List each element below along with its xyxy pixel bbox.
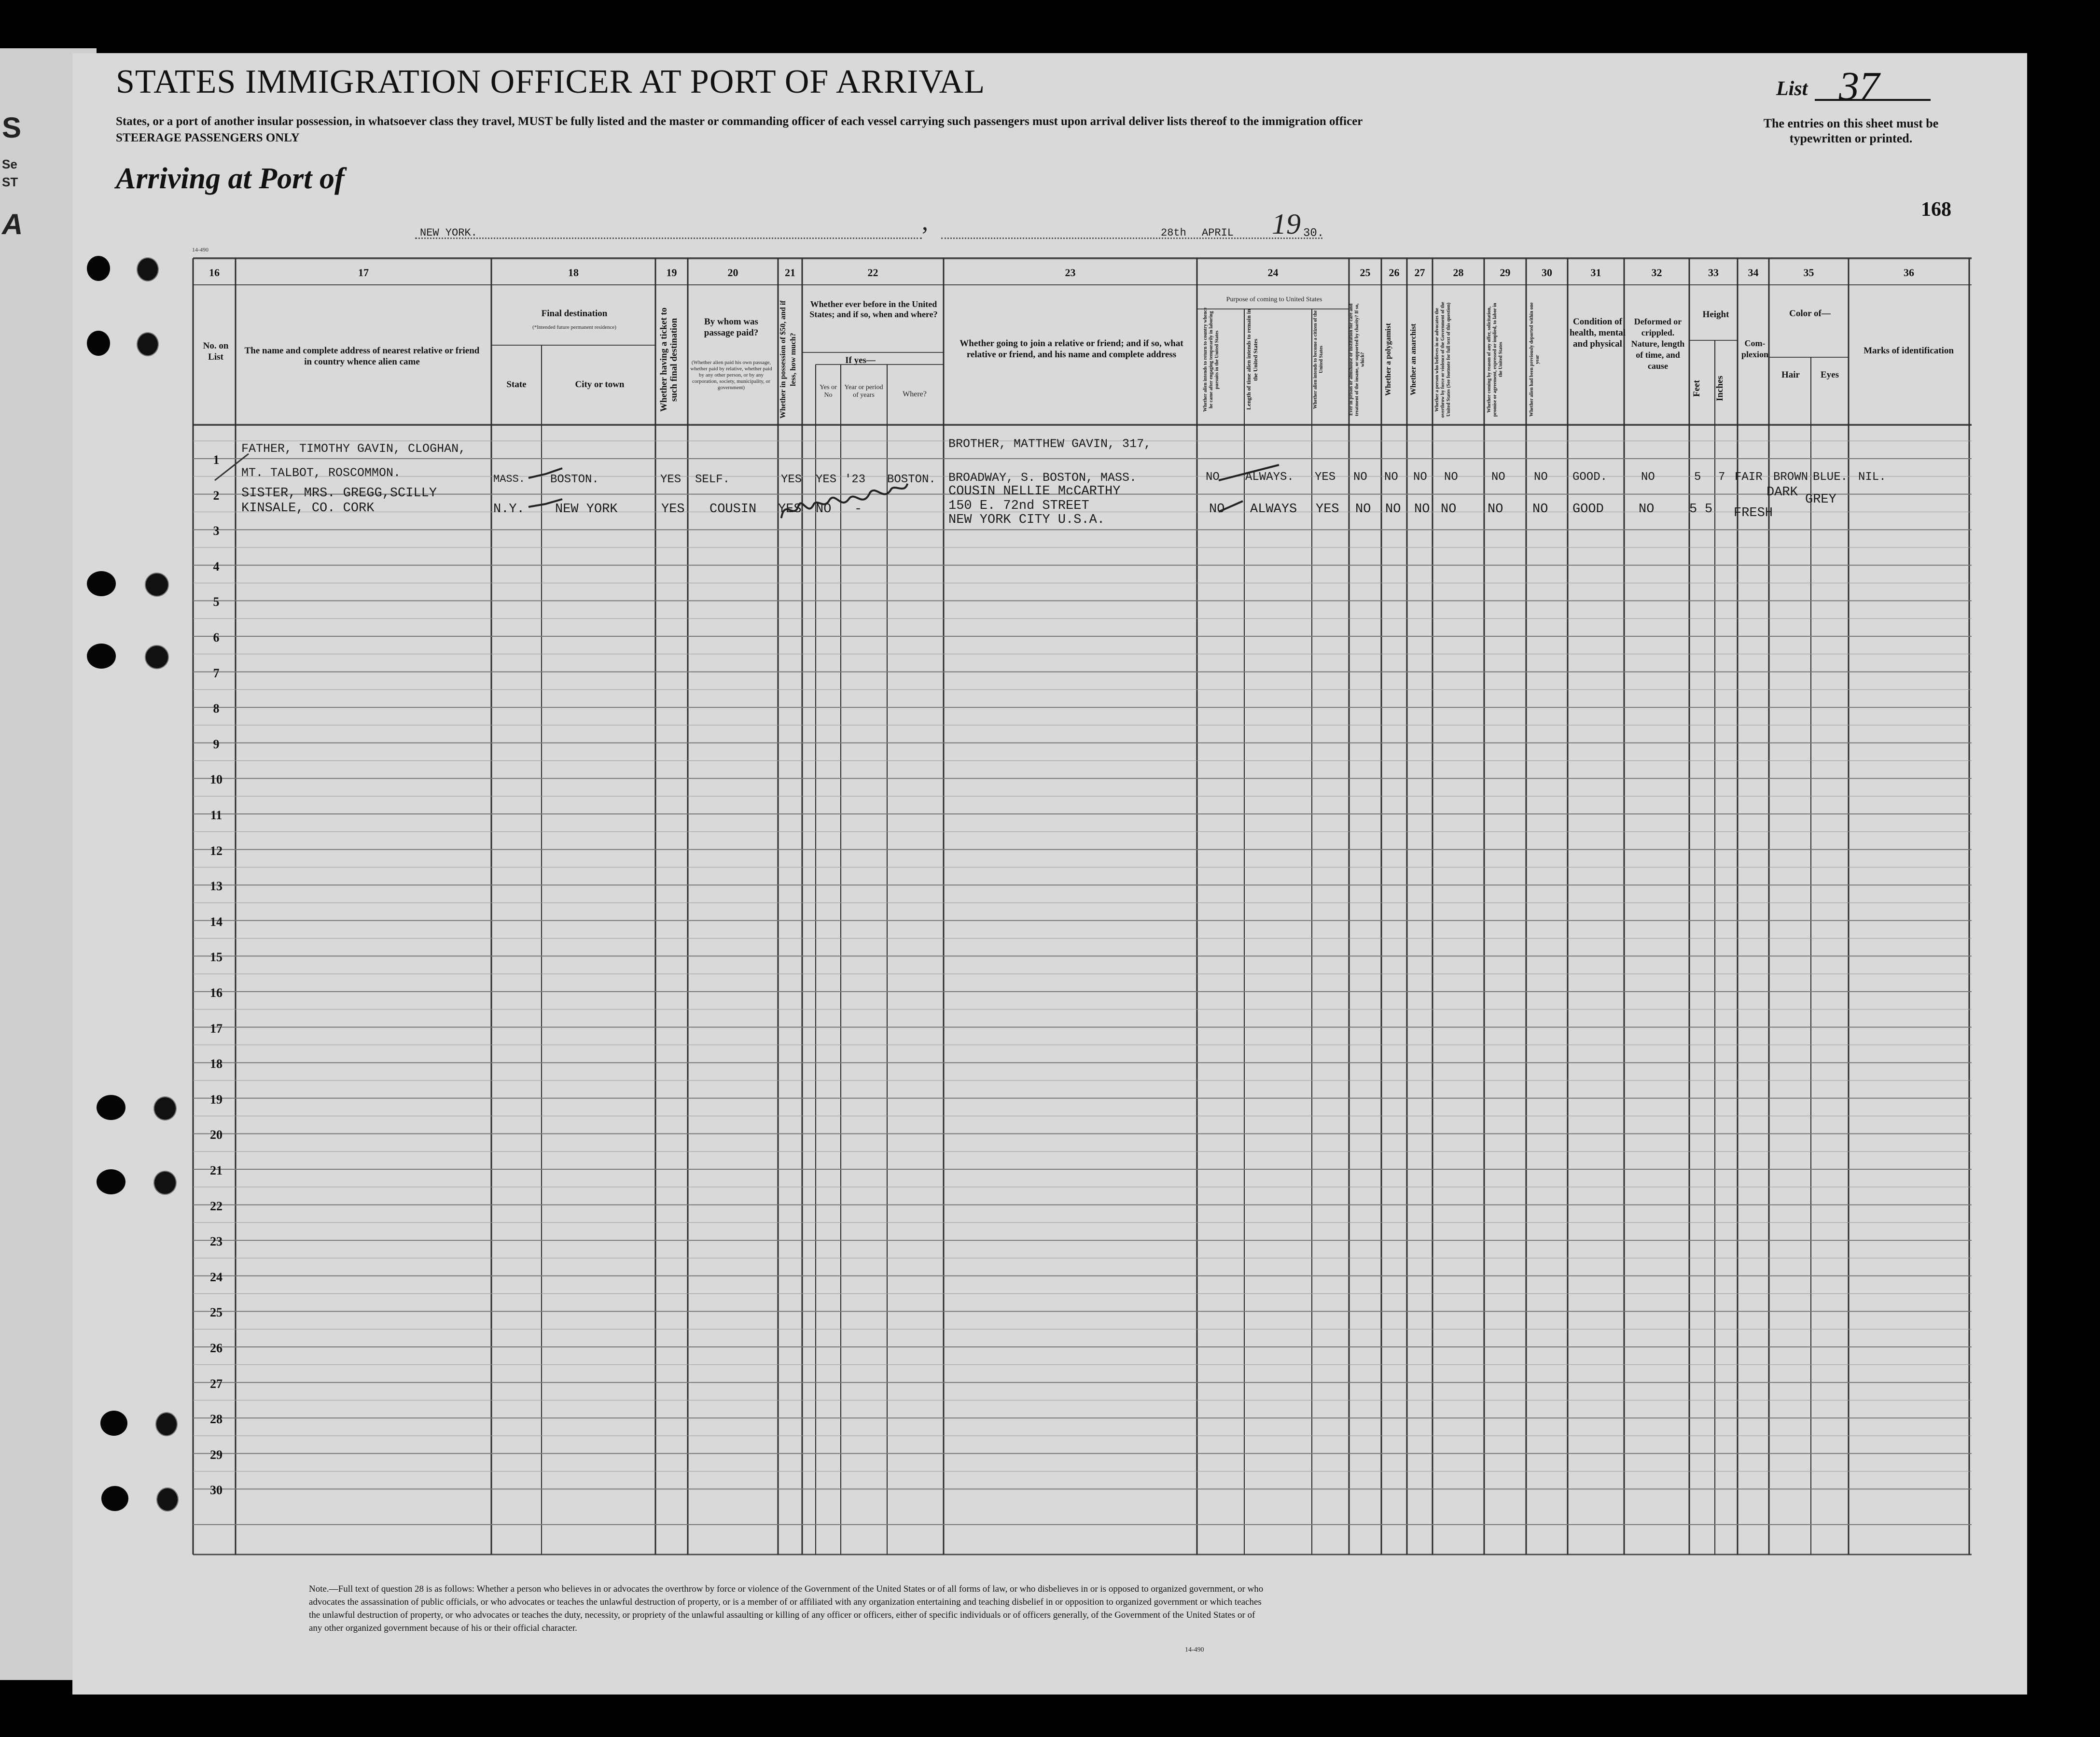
row-number: 2: [213, 488, 220, 503]
header-year: Year or period of years: [844, 384, 883, 399]
relative-address-line: KINSALE, CO. CORK: [241, 501, 375, 516]
form-title: STATES IMMIGRATION OFFICER AT PORT OF ARRIVAL: [116, 63, 986, 100]
column-number: 23: [1065, 266, 1076, 279]
column-number: 35: [1803, 266, 1814, 279]
header-city-or-town: City or town: [575, 379, 625, 390]
column-number: 32: [1651, 266, 1662, 279]
header-length-of-stay: Length of time alien intends to remain in the United States: [1245, 309, 1259, 410]
row-number: 10: [210, 772, 223, 787]
destination-state: N.Y.: [493, 502, 525, 517]
header-final-destination: Final destination: [541, 308, 608, 319]
header-state: State: [506, 379, 527, 390]
row-number: 5: [213, 595, 220, 609]
header-where: Where?: [903, 390, 927, 398]
date-year-suffix: 30.: [1303, 227, 1324, 240]
header-hair: Hair: [1781, 370, 1800, 380]
column-number: 28: [1453, 266, 1464, 279]
health-value: GOOD.: [1572, 471, 1608, 484]
row-number: 3: [213, 524, 220, 538]
joining-relative-line: BROADWAY, S. BOSTON, MASS.: [948, 471, 1137, 485]
column-number: 20: [727, 266, 738, 279]
height-feet: 5: [1694, 471, 1701, 484]
row-number: 20: [210, 1128, 223, 1142]
header-intends-return: Whether alien intends to return to country whence he came after engaging temporarily in laboring pursuits in the United States: [1203, 308, 1220, 412]
check-mark: [526, 463, 565, 492]
column-number: 16: [209, 266, 220, 279]
row-number: 16: [210, 986, 223, 1000]
height-feet: 5: [1689, 502, 1697, 517]
passage-paid-by: COUSIN: [709, 502, 757, 517]
row-number: 19: [210, 1092, 223, 1107]
header-ticket: Whether having a ticket to such final destination: [659, 307, 679, 412]
row-number: 14: [210, 914, 223, 929]
check-mark: [1216, 461, 1284, 485]
destination-city: BOSTON.: [550, 473, 599, 486]
polygamist-value: NO: [1384, 471, 1398, 484]
row-number: 18: [210, 1057, 223, 1071]
row-number: 13: [210, 879, 223, 894]
column-number: 24: [1267, 266, 1279, 279]
adjacent-page-letter: S: [2, 112, 22, 144]
eye-color: GREY: [1805, 492, 1836, 507]
anarchist-value: NO: [1413, 471, 1427, 484]
column-number: 27: [1414, 266, 1425, 279]
header-complexion: Com-plexion: [1741, 338, 1768, 359]
row-number: 22: [210, 1199, 223, 1213]
citizen-value: YES: [1315, 471, 1336, 484]
intends-return-value: NO: [1206, 471, 1220, 484]
header-health: Condition of health, mental and physical: [1569, 317, 1626, 349]
column-number: 36: [1904, 266, 1914, 279]
row-number: 21: [210, 1163, 223, 1177]
year-value: '23: [845, 473, 866, 486]
height-inches: 7: [1718, 471, 1725, 484]
header-marks: Marks of identification: [1864, 346, 1954, 356]
question-28-value: NO: [1441, 502, 1457, 517]
column-number: 30: [1542, 266, 1552, 279]
row-number: 1: [213, 453, 220, 467]
header-color-of: Color of—: [1789, 308, 1831, 319]
date-year-prefix: 19: [1272, 208, 1301, 240]
header-become-citizen: Whether alien intends to become a citizen of the United States: [1313, 310, 1324, 409]
row-number: 11: [210, 808, 223, 822]
page-number: 168: [1921, 198, 1951, 221]
relative-address-line: FATHER, TIMOTHY GAVIN, CLOGHAN,: [241, 442, 466, 456]
height-inches: 5: [1705, 502, 1713, 517]
question-28-footnote: Note.—Full text of question 28 is as follows: Whether a person who believes in or advocates the overthrow by force or violence of the Government of the United States or of all forms of law, or who disbelieves in or is opposed to organized government, or who advocates the assassination of public officials, or who advocates or teaches the unlawful destruction of property, or is a member of or affiliated with any organization entertaining and teaching disbelief in or opposition to organized government or which teaches the unlawful destruction of property, or who advocates or teaches the duty, necessity, or propriety of the unlawful assaulting or killing of any officer or officers, either of specific individuals or of officers generally, of the Government of the United States or of any other organized government because of his or their official character.: [309, 1584, 1264, 1633]
hair-color: DARK: [1766, 485, 1798, 500]
adjacent-page-letter: Se: [2, 157, 17, 171]
joining-relative-line: COUSIN NELLIE McCARTHY: [948, 484, 1121, 499]
check-mark: [212, 451, 251, 485]
ticket-value: YES: [660, 473, 681, 486]
header-fifty-dollars: Whether in possession of $50, and if less, how much?: [779, 300, 797, 419]
date-month: APRIL: [1202, 227, 1234, 239]
question-28-value: NO: [1444, 471, 1458, 484]
column-number: 29: [1500, 266, 1511, 279]
joining-relative-line: BROTHER, MATTHEW GAVIN, 317,: [948, 437, 1152, 451]
row-number: 24: [210, 1270, 223, 1284]
comma: ,: [922, 208, 928, 236]
labor-offer-value: NO: [1491, 471, 1505, 484]
header-height: Height: [1702, 309, 1729, 320]
form-code: 14-490: [192, 246, 209, 253]
column-number: 21: [785, 266, 795, 279]
row-number: 17: [210, 1021, 223, 1036]
list-number: 37: [1839, 64, 1879, 109]
column-number: 25: [1360, 266, 1371, 279]
row-number: 9: [213, 737, 220, 751]
header-relative-address: The name and complete address of nearest relative or friend in country whence alien came: [244, 346, 480, 367]
arriving-label: Arriving at Port of: [116, 162, 345, 195]
header-prison: Ever in prison or almshouse or institution for care and treatment of the insane, or supported by charity? If so, which?: [1349, 303, 1365, 416]
form-intro: States, or a port of another insular possession, in whatsoever class they travel, MUST be fully listed and the master or commanding officer of each vessel carrying such passengers must upon arrival deliver lists thereof to the immigration officer: [116, 115, 1363, 128]
header-no-on-list: No. on List: [203, 341, 229, 362]
list-label: List: [1776, 78, 1808, 100]
column-number: 26: [1389, 266, 1400, 279]
ever-before-value: YES: [816, 473, 837, 486]
column-number: 17: [358, 266, 369, 279]
destination-city: NEW YORK: [555, 502, 618, 517]
column-number: 18: [568, 266, 579, 279]
header-inches: Inches: [1715, 376, 1725, 402]
column-number: 31: [1590, 266, 1601, 279]
header-anarchist: Whether an anarchist: [1409, 323, 1418, 396]
ever-before-value: NO: [816, 502, 832, 517]
date-day: 28th: [1161, 227, 1186, 239]
check-mark: [526, 497, 565, 517]
joining-relative-line: 150 E. 72nd STREET: [948, 499, 1089, 513]
column-number: 22: [867, 266, 878, 279]
header-final-destination-note: (*Intended future permanent residence): [532, 324, 616, 330]
header-eyes: Eyes: [1821, 370, 1839, 380]
labor-offer-value: NO: [1488, 502, 1503, 517]
header-purpose: Purpose of coming to United States: [1226, 296, 1322, 303]
typewritten-note: The entries on this sheet must be typewritten or printed.: [1763, 116, 1939, 145]
row-number: 26: [210, 1341, 223, 1355]
header-going-to-join: Whether going to join a relative or friend; and if so, what relative or friend, and his name and complete address: [960, 338, 1183, 360]
header-question-28: Whether a person who believes in or advocates the overthrow by force or violence of the Government of the United States (See footnote for full text of this question): [1434, 302, 1451, 418]
header-if-yes: If yes—: [845, 355, 876, 365]
relative-address-line: SISTER, MRS. GREGG,SCILLY: [241, 486, 437, 501]
health-value: GOOD: [1572, 502, 1604, 517]
adjacent-page-letter: ST: [2, 175, 18, 189]
row-number: 15: [210, 950, 223, 965]
steerage-label: STEERAGE PASSENGERS ONLY: [116, 131, 300, 144]
header-passage-paid: By whom was passage paid?: [704, 317, 759, 338]
prison-value: NO: [1353, 471, 1367, 484]
length-of-stay-value: ALWAYS: [1250, 502, 1297, 517]
prison-value: NO: [1355, 502, 1371, 517]
eye-color: BLUE.: [1813, 471, 1848, 484]
joining-relative-line: NEW YORK CITY U.S.A.: [948, 513, 1105, 527]
row-number: 30: [210, 1483, 223, 1498]
row-number: 8: [213, 701, 220, 716]
header-ever-before: Whether ever before in the United States; and if so, when and where?: [809, 299, 938, 319]
intends-return-value: NO: [1209, 502, 1225, 517]
header-offer-of-labor: Whether coming by reason of any offer, solicitation, promise or agreement, expressed or implied, to labor in the United States: [1487, 303, 1503, 417]
column-number: 19: [666, 266, 677, 279]
row-number: 23: [210, 1234, 223, 1249]
deported-value: NO: [1532, 502, 1548, 517]
header-deformed: Deformed or crippled. Nature, length of time, and cause: [1631, 317, 1685, 371]
row-number: 4: [213, 559, 220, 574]
row-number: 28: [210, 1412, 223, 1427]
column-number: 33: [1708, 266, 1719, 279]
adjacent-page-letter: A: [2, 208, 23, 240]
header-passage-paid-note: (Whether alien paid his own passage, whether paid by relative, whether paid by any other person, or by any corporation, society, municipality, or government): [690, 360, 772, 391]
fifty-dollars-value: YES: [781, 473, 802, 486]
form-code-footer: 14-490: [1185, 1646, 1204, 1653]
header-yes-or-no: Yes or No: [820, 384, 837, 399]
row-number: 25: [210, 1305, 223, 1320]
column-number: 34: [1748, 266, 1759, 279]
header-feet: Feet: [1692, 380, 1702, 397]
complexion-value: FAIR: [1735, 471, 1763, 484]
row-number: 7: [213, 666, 220, 680]
deported-value: NO: [1534, 471, 1548, 484]
header-previously-deported: Whether alien had been previously deported within one year: [1529, 302, 1540, 417]
row-number: 6: [213, 630, 220, 644]
fifty-dollars-value: YES: [778, 502, 802, 517]
relative-address-line: MT. TALBOT, ROSCOMMON.: [241, 466, 401, 480]
destination-state: MASS.: [493, 473, 526, 485]
identification-marks: NIL.: [1858, 471, 1886, 484]
deformed-value: NO: [1641, 471, 1655, 484]
citizen-value: YES: [1316, 502, 1339, 517]
year-value: -: [854, 502, 862, 517]
row-number: 27: [210, 1376, 223, 1391]
ticket-value: YES: [661, 502, 685, 517]
port-value: NEW YORK.: [420, 227, 477, 239]
deformed-value: NO: [1639, 502, 1655, 517]
passage-paid-by: SELF.: [695, 473, 730, 486]
hair-color: BROWN: [1773, 471, 1808, 484]
polygamist-value: NO: [1385, 502, 1401, 517]
anarchist-value: NO: [1414, 502, 1430, 517]
row-number: 12: [210, 843, 223, 858]
row-number: 29: [210, 1447, 223, 1462]
length-of-stay-value: ALWAYS.: [1245, 471, 1294, 484]
complexion-value: FRESH: [1734, 506, 1773, 520]
header-polygamist: Whether a polygamist: [1384, 323, 1392, 396]
check-mark: [1216, 497, 1245, 517]
where-value: BOSTON.: [887, 473, 936, 486]
